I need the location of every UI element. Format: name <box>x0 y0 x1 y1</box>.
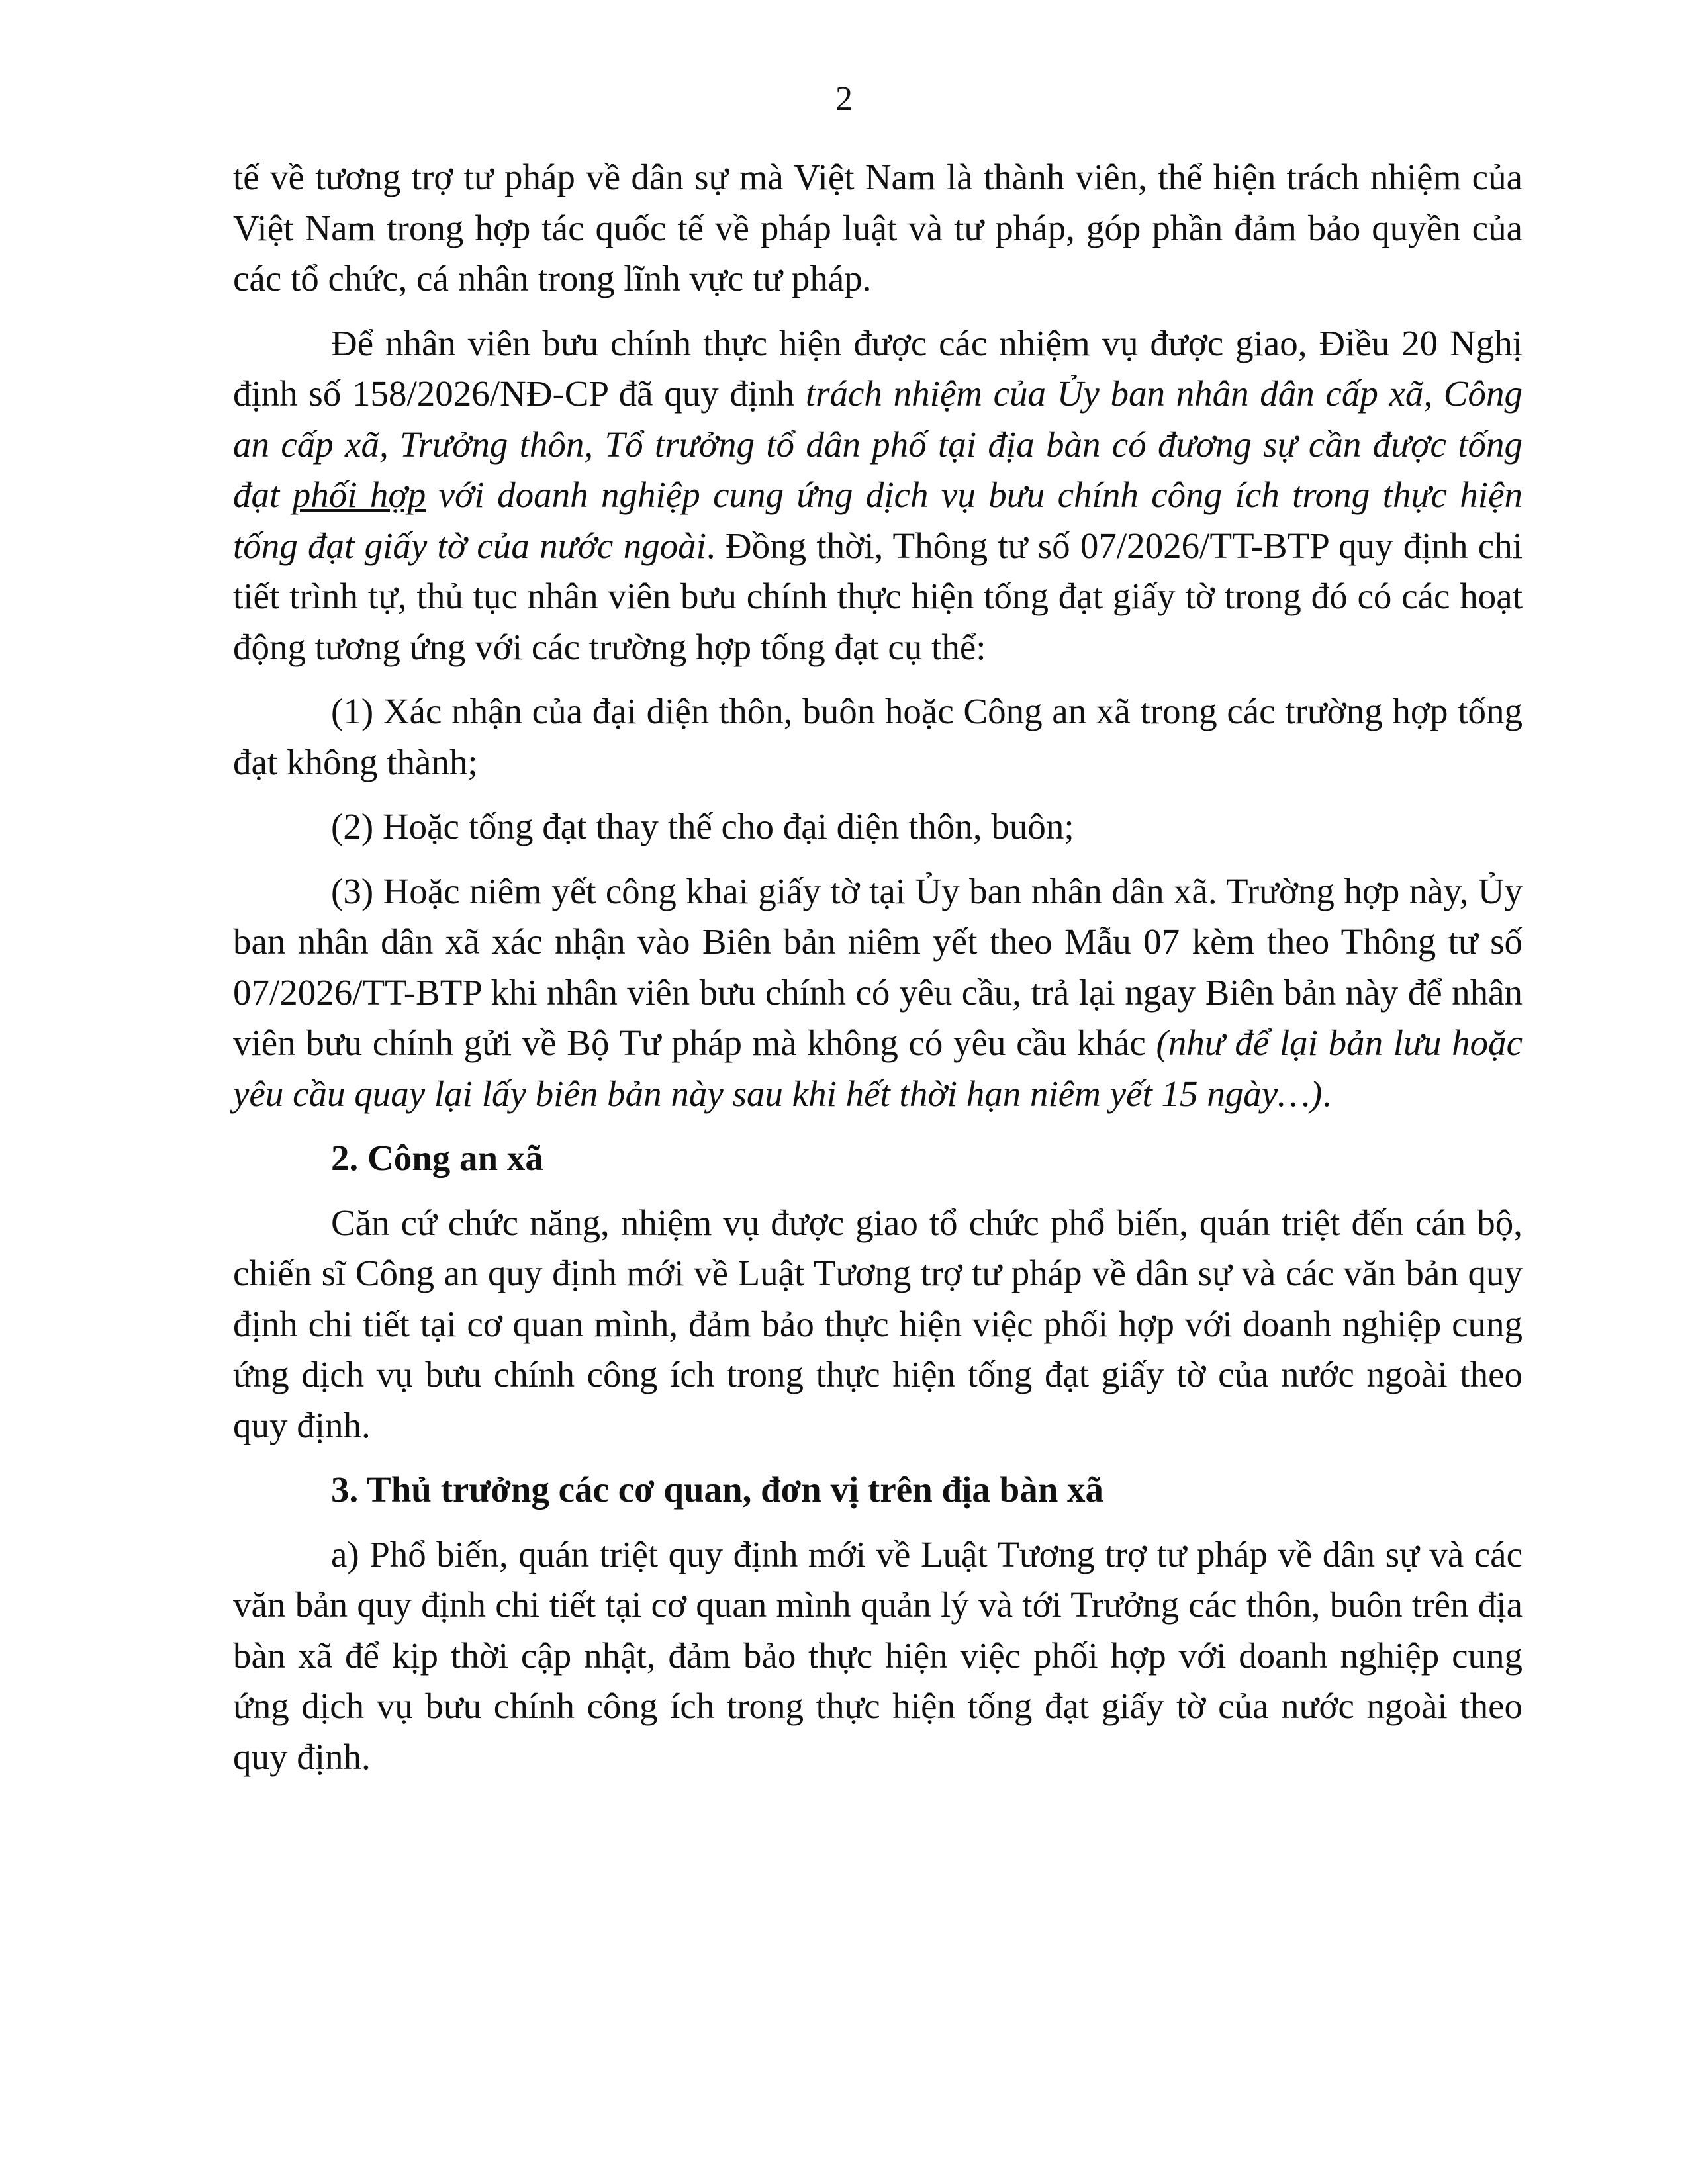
paragraph-text: Để nhân viên bưu chính thực hiện được các nhiệm vụ được giao, Điều 20 Nghị định số 158/2026/NĐ-CP đã quy định <box>233 322 1523 414</box>
document-body <box>233 152 1523 1782</box>
list-item-3 <box>233 866 1523 1120</box>
paragraph-postal-staff-duties <box>233 318 1523 673</box>
page-number: 2 <box>835 80 853 118</box>
list-item-1: (1) Xác nhận của đại diện thôn, buôn hoặc Công an xã trong các trường hợp tống đạt không thành; <box>233 691 1523 782</box>
list-item-3-italic-note: (như để lại bản lưu hoặc yêu cầu quay lại lấy biên bản này sau khi hết thời hạn niêm yết 15 ngày…) <box>233 1023 1523 1114</box>
list-item-2: (2) Hoặc tống đạt thay thế cho đại diện thôn, buôn; <box>331 806 1074 846</box>
italic-responsibility-text: trách nhiệm của Ủy ban nhân dân cấp xã, Công an cấp xã, Trưởng thôn, Tổ trưởng tổ dân phố tại địa bàn có đương sự cần được tống đạt <box>233 373 1523 515</box>
italic-responsibility-text-cont: với doanh nghiệp cung ứng dịch vụ bưu chính công ích trong thực hiện tống đạt giấy tờ của nước ngoài <box>233 475 1523 566</box>
list-item-3-text: (3) Hoặc niêm yết công khai giấy tờ tại Ủy ban nhân dân xã. Trường hợp này, Ủy ban nhân dân xã xác nhận vào Biên bản niêm yết theo Mẫu 07 kèm theo Thông tư số 07/2026/TT-BTP khi nhân viên bưu chính có yêu cầu, trả lại ngay Biên bản này để nhân viên bưu chính gửi về Bộ Tư pháp mà không có yêu cầu khác <box>233 870 1523 1063</box>
list-item-3-end: . <box>1322 1073 1332 1114</box>
section-heading-agency-heads: 3. Thủ trưởng các cơ quan, đơn vị trên địa bàn xã <box>331 1469 1104 1510</box>
section-heading-police: 2. Công an xã <box>331 1138 543 1178</box>
paragraph-intro-continuation: tế về tương trợ tư pháp về dân sự mà Việt Nam là thành viên, thể hiện trách nhiệm của Việt Nam trong hợp tác quốc tế về pháp luật và tư pháp, góp phần đảm bảo quyền của các tổ chức, cá nhân trong lĩnh vực tư pháp. <box>233 157 1523 298</box>
paragraph-text-cont: . Đồng thời, Thông tư số 07/2026/TT-BTP quy định chi tiết trình tự, thủ tục nhân viên bưu chính thực hiện tống đạt giấy tờ trong đó có các hoạt động tương ứng với các trường hợp tống đạt cụ thể: <box>233 525 1523 667</box>
paragraph-police: Căn cứ chức năng, nhiệm vụ được giao tổ chức phổ biến, quán triệt đến cán bộ, chiến sĩ Công an quy định mới về Luật Tương trợ tư pháp về dân sự và các văn bản quy định chi tiết tại cơ quan mình, đảm bảo thực hiện việc phối hợp với doanh nghiệp cung ứng dịch vụ bưu chính công ích trong thực hiện tống đạt giấy tờ của nước ngoài theo quy định. <box>233 1202 1523 1445</box>
underlined-coordination-text: phối hợp <box>292 475 426 515</box>
paragraph-agency-heads-a: a) Phổ biến, quán triệt quy định mới về Luật Tương trợ tư pháp về dân sự và các văn bản quy định chi tiết tại cơ quan mình quản lý và tới Trưởng các thôn, buôn trên địa bàn xã để kịp thời cập nhật, đảm bảo thực hiện việc phối hợp với doanh nghiệp cung ứng dịch vụ bưu chính công ích trong thực hiện tống đạt giấy tờ của nước ngoài theo quy định. <box>233 1533 1523 1777</box>
